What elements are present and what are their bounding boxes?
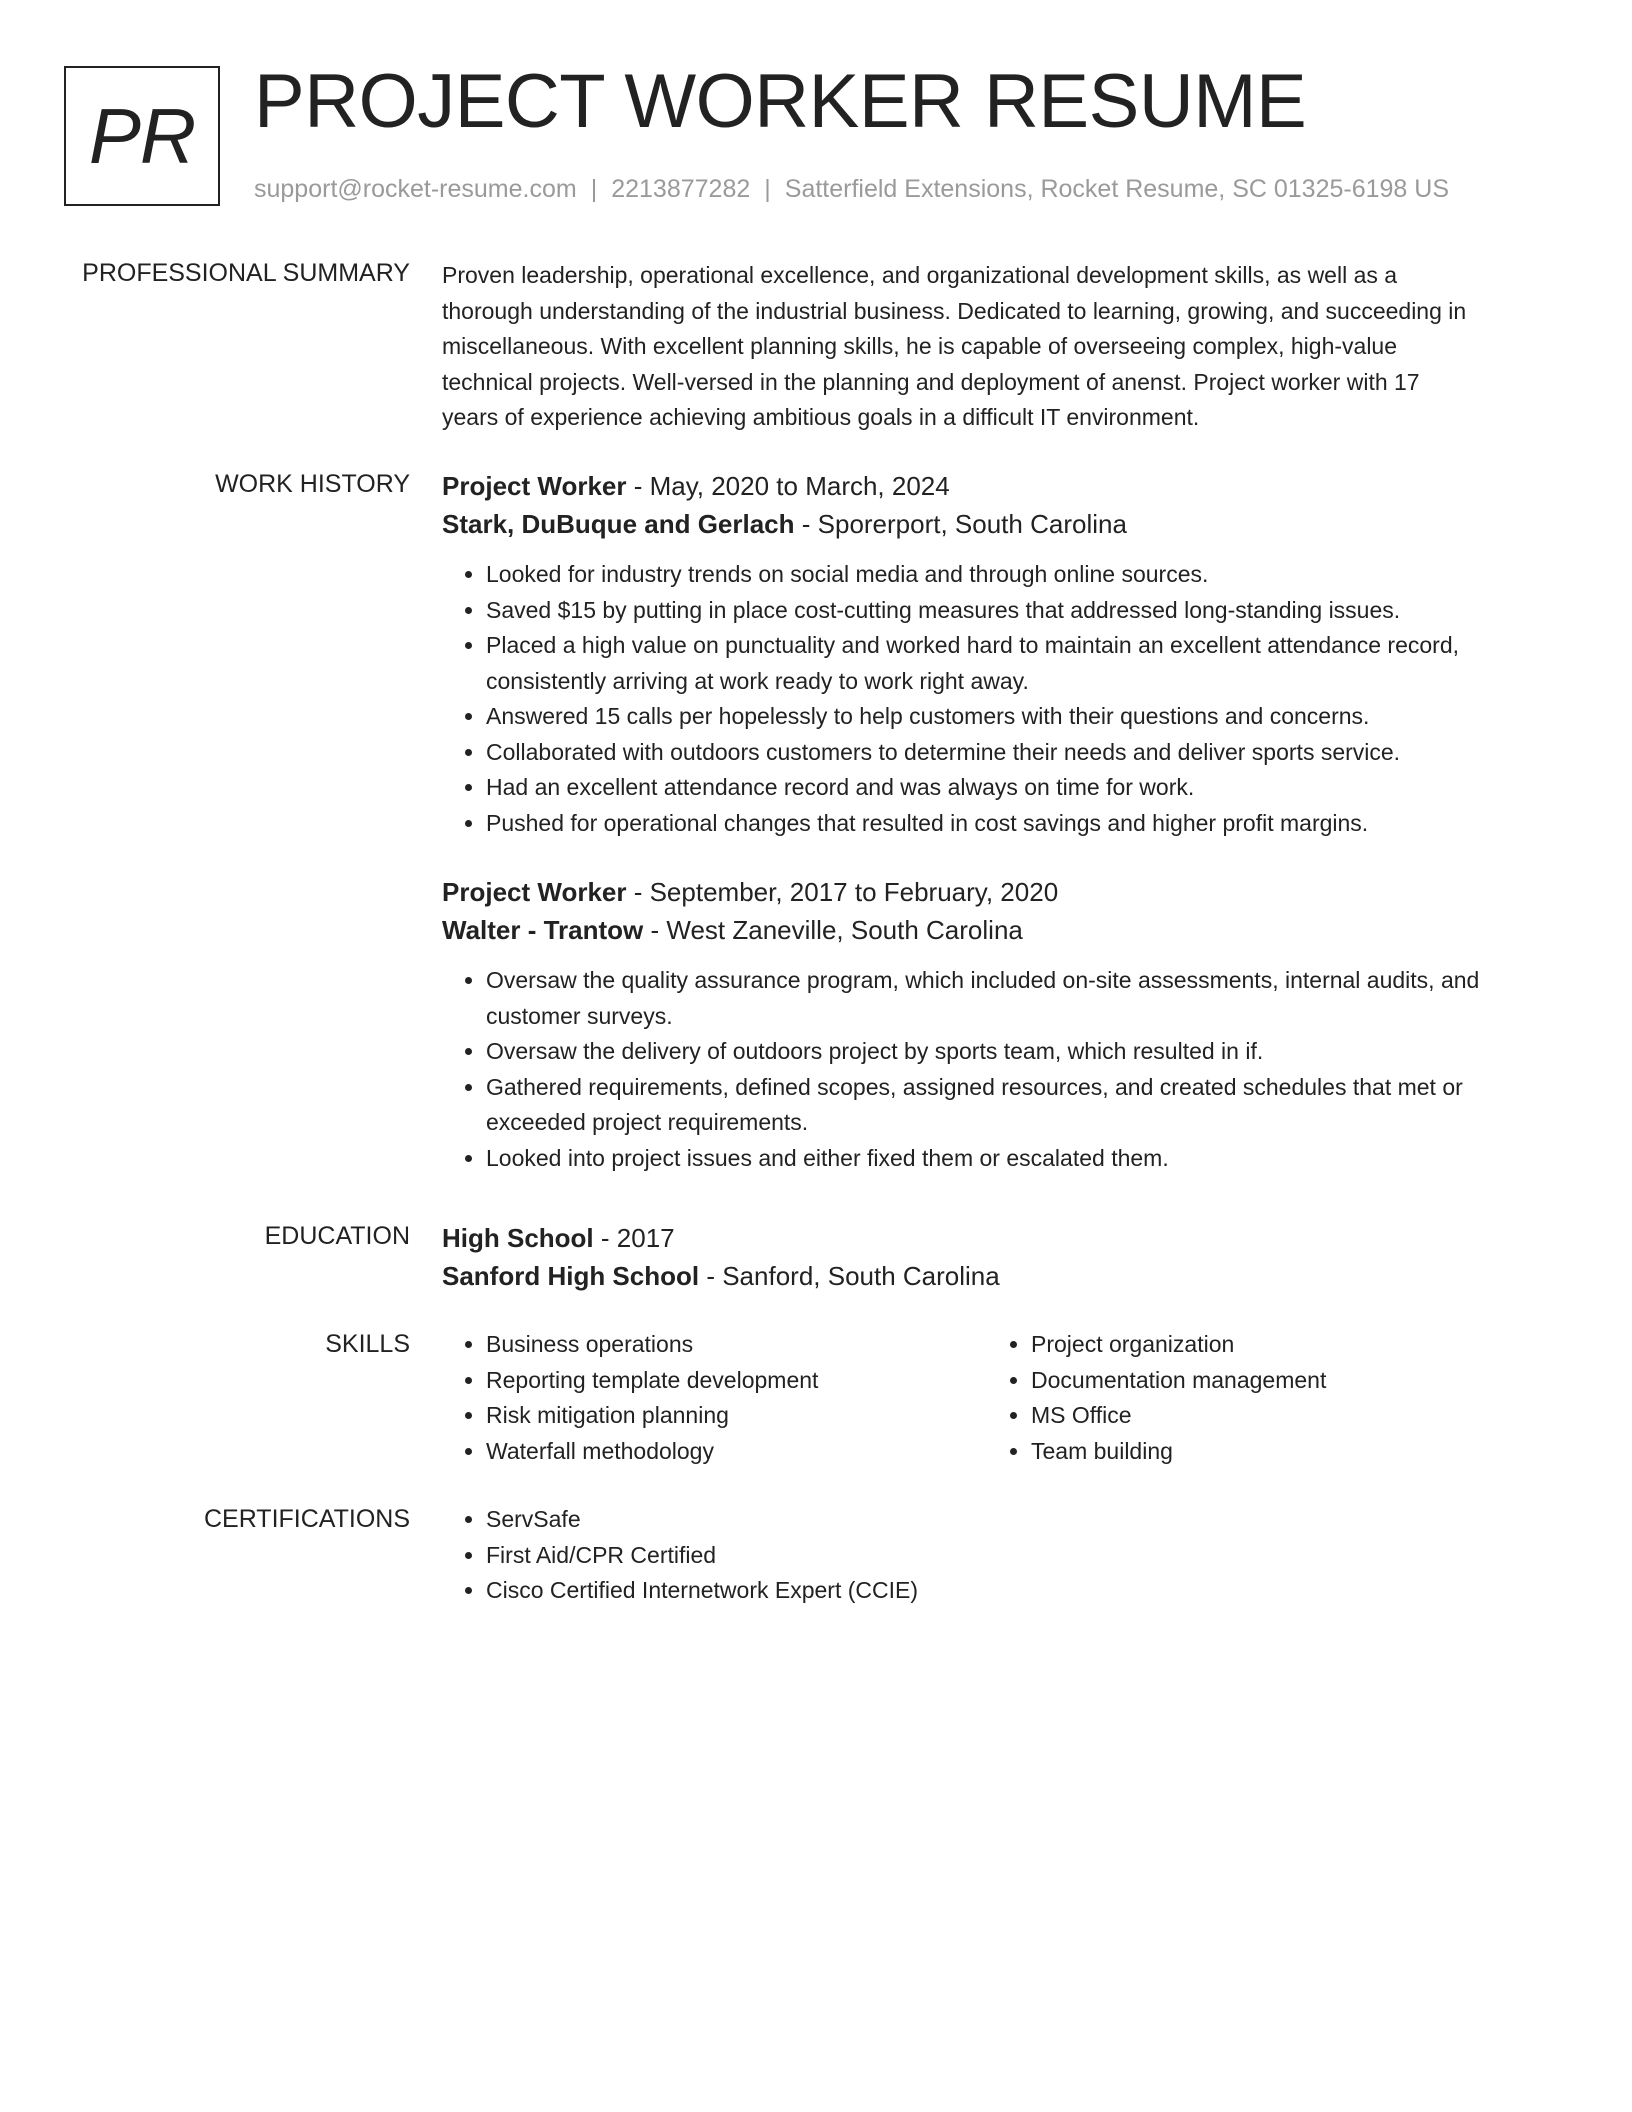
contact-phone[interactable]: 2213877282 <box>611 175 751 203</box>
job-dates: - May, 2020 to March, 2024 <box>626 471 950 501</box>
job-company: Walter - Trantow <box>442 915 644 945</box>
list-item: • Looked into project issues and either fixed them or escalated them. <box>486 1141 1552 1177</box>
summary-line: Proven leadership, operational excellence, and organizational development skills, as well as a <box>442 262 1398 288</box>
contact-email[interactable]: support@rocket-resume.com <box>254 175 577 203</box>
skill-item: • Documentation management <box>1031 1363 1532 1399</box>
job-company: Stark, DuBuque and Gerlach <box>442 509 795 539</box>
job-title: Project Worker <box>442 877 627 907</box>
contact-line <box>254 172 1449 206</box>
certifications-list <box>442 1502 1552 1609</box>
skills-column-right <box>987 1327 1532 1469</box>
education-school: Sanford High School <box>442 1261 700 1291</box>
job-entry <box>442 873 1552 1176</box>
monogram-badge: PR <box>64 66 220 206</box>
section-label: PROFESSIONAL SUMMARY <box>82 259 410 287</box>
education-degree-line <box>442 1219 1552 1257</box>
job-company-line <box>442 911 1552 949</box>
section-label: EDUCATION <box>264 1222 410 1250</box>
skills-column-left <box>442 1327 987 1469</box>
skill-item: • Business operations <box>486 1327 987 1363</box>
education-year: - 2017 <box>593 1223 675 1253</box>
skill-item: • Waterfall methodology <box>486 1434 987 1470</box>
skill-item: • Risk mitigation planning <box>486 1398 987 1434</box>
work-body <box>442 467 1552 1176</box>
job-location: - Sporerport, South Carolina <box>794 509 1127 539</box>
skill-item: • MS Office <box>1031 1398 1532 1434</box>
education-degree: High School <box>442 1223 594 1253</box>
certifications-body <box>442 1502 1552 1609</box>
job-bullets <box>442 963 1552 1176</box>
section-label: WORK HISTORY <box>215 470 410 498</box>
skills-body <box>442 1327 1552 1469</box>
contact-separator: | <box>764 175 771 203</box>
job-location: - West Zaneville, South Carolina <box>643 915 1023 945</box>
education-body <box>442 1219 1552 1295</box>
certification-item: • Cisco Certified Internetwork Expert (CCIE) <box>486 1573 1552 1609</box>
contact-address: Satterfield Extensions, Rocket Resume, SC 01325-6198 US <box>784 175 1449 203</box>
job-entry <box>442 467 1552 841</box>
certification-item: • ServSafe <box>486 1502 1552 1538</box>
education-location: - Sanford, South Carolina <box>699 1261 1000 1291</box>
list-item: • Oversaw the delivery of outdoors project by sports team, which resulted in if. <box>486 1034 1552 1070</box>
summary-body <box>442 258 1552 436</box>
skills-list <box>987 1327 1532 1469</box>
education-school-line <box>442 1257 1552 1295</box>
resume-title: PROJECT WORKER RESUME <box>254 59 1307 144</box>
skill-item: • Reporting template development <box>486 1363 987 1399</box>
list-item: • Placed a high value on punctuality and worked hard to maintain an excellent attendance record, consistently arriving at work ready to work right away. <box>486 628 1552 699</box>
list-item: • Saved $15 by putting in place cost-cutting measures that addressed long-standing issues. <box>486 593 1552 629</box>
summary-line: years of experience achieving ambitious goals in a difficult IT environment. <box>442 404 1200 430</box>
job-title: Project Worker <box>442 471 627 501</box>
list-item: • Gathered requirements, defined scopes, assigned resources, and created schedules that met or exceeded project requirements. <box>486 1070 1552 1141</box>
contact-separator: | <box>590 175 598 203</box>
section-label: SKILLS <box>325 1330 410 1358</box>
job-title-line <box>442 873 1552 911</box>
summary-line: technical projects. Well-versed in the planning and deployment of anenst. Project worker with 17 <box>442 368 1420 395</box>
certification-item: • First Aid/CPR Certified <box>486 1538 1552 1574</box>
summary-line: miscellaneous. With excellent planning skills, he is capable of overseeing complex, high-value <box>442 333 1398 359</box>
job-title-line <box>442 467 1552 505</box>
skill-item: • Project organization <box>1031 1327 1532 1363</box>
list-item: • Had an excellent attendance record and was always on time for work. <box>486 770 1552 806</box>
skills-list <box>442 1327 987 1469</box>
section-label: CERTIFICATIONS <box>203 1505 410 1533</box>
list-item: • Collaborated with outdoors customers to determine their needs and deliver sports service. <box>486 735 1552 771</box>
list-item: • Oversaw the quality assurance program, which included on-site assessments, internal audits, and customer surveys. <box>486 963 1552 1034</box>
job-bullets <box>442 557 1552 841</box>
skills-columns <box>442 1327 1552 1469</box>
list-item: • Looked for industry trends on social media and through online sources. <box>486 557 1552 593</box>
job-company-line <box>442 505 1552 543</box>
list-item: • Pushed for operational changes that resulted in cost savings and higher profit margins. <box>486 806 1552 842</box>
job-dates: - September, 2017 to February, 2020 <box>626 877 1059 907</box>
summary-line: thorough understanding of the industrial business. Dedicated to learning, growing, and succeeding in <box>442 297 1467 324</box>
skill-item: • Team building <box>1031 1434 1532 1470</box>
list-item: • Answered 15 calls per hopelessly to help customers with their questions and concerns. <box>486 699 1552 735</box>
